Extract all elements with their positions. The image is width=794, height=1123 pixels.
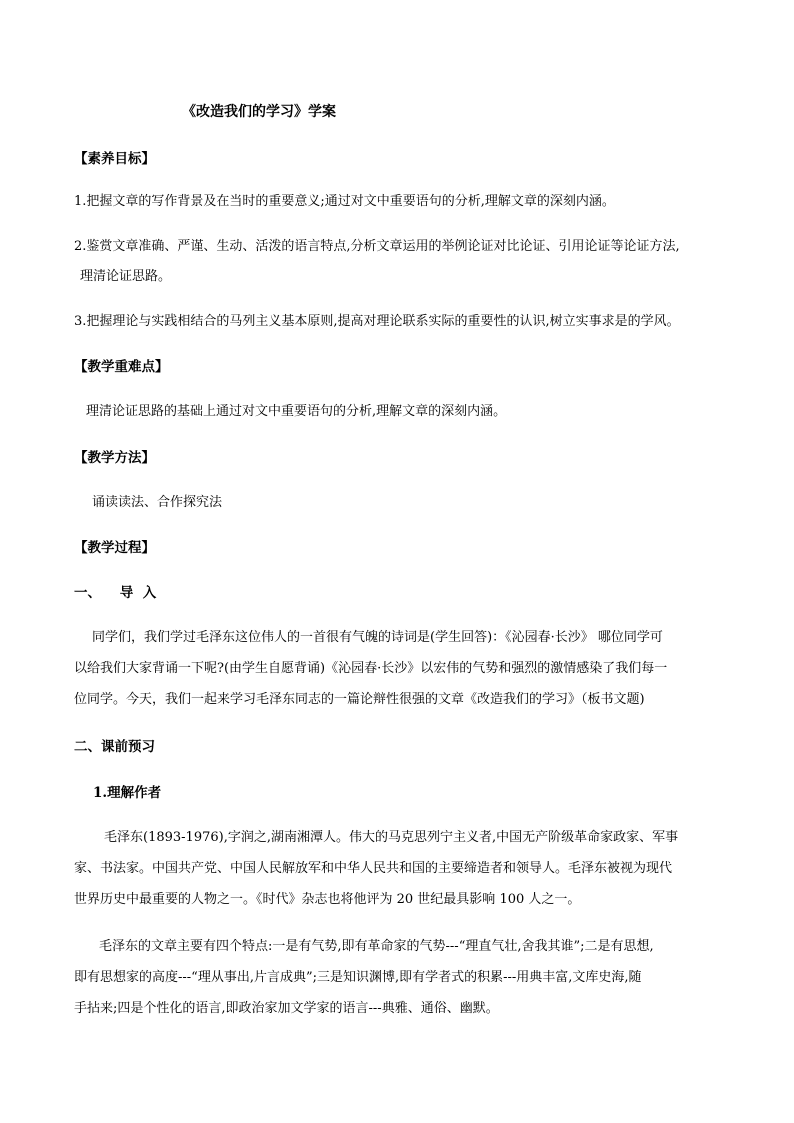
goal-item-3: 3.把握理论与实践相结合的马列主义基本原则,提高对理论联系实际的重要性的认识,树立实事求是的学风。 bbox=[74, 314, 680, 329]
process-heading: 【教学过程】 bbox=[74, 540, 155, 556]
methods-text: 诵读读法、合作探究法 bbox=[92, 495, 223, 510]
author-line-2: 家、书法家。中国共产党、中国人民解放军和中华人民共和国的主要缔造者和领导人。毛泽东被视为现代 bbox=[74, 861, 673, 876]
methods-heading: 【教学方法】 bbox=[74, 450, 155, 466]
key-points-heading: 【教学重难点】 bbox=[74, 359, 169, 375]
style-line-1: 毛泽东的文章主要有四个特点:一是有气势,即有革命家的气势---“理直气壮,舍我其谁”;二是有思想, bbox=[99, 939, 654, 954]
document-title: 《改造我们的学习》学案 bbox=[182, 104, 336, 120]
goal-item-2-cont: 理清论证思路。 bbox=[80, 269, 172, 284]
style-line-2: 即有思想家的高度---“理从事出,片言成典”;三是知识渊博,即有学者式的积累---用典丰富,文库史海,随 bbox=[74, 970, 642, 985]
key-points-text: 理清论证思路的基础上通过对文中重要语句的分析,理解文章的深刻内涵。 bbox=[86, 404, 507, 419]
intro-line-2: 以给我们大家背诵一下呢?(由学生自愿背诵)《沁园春·长沙》以宏伟的气势和强烈的激情感染了我们每一 bbox=[74, 661, 668, 676]
intro-heading: 一、 导 入 bbox=[74, 585, 157, 601]
style-line-3: 手拈来;四是个性化的语言,即政治家加文学家的语言---典雅、通俗、幽默。 bbox=[74, 1001, 499, 1016]
author-line-3: 世界历史中最重要的人物之一。《时代》杂志也将他评为 20 世纪最具影响 100 人之一。 bbox=[74, 892, 581, 907]
goal-item-1: 1.把握文章的写作背景及在当时的重要意义;通过对文中重要语句的分析,理解文章的深刻内涵。 bbox=[74, 194, 615, 209]
goal-item-2: 2.鉴赏文章准确、严谨、生动、活泼的语言特点,分析文章运用的举例论证对比论证、引用论证等论证方法, bbox=[74, 239, 680, 254]
intro-line-1: 同学们，我们学过毛泽东这位伟人的一首很有气魄的诗词是(学生回答)：《沁园春·长沙》 哪位同学可 bbox=[92, 630, 663, 645]
author-heading: 1.理解作者 bbox=[93, 785, 162, 801]
preview-heading: 二、课前预习 bbox=[74, 739, 155, 755]
author-line-1: 毛泽东(1893-1976),字润之,湖南湘潭人。伟大的马克思列宁主义者,中国无产阶级革命家政家、军事 bbox=[104, 830, 679, 845]
goals-heading: 【素养目标】 bbox=[74, 151, 155, 167]
intro-line-3: 位同学。今天，我们一起来学习毛泽东同志的一篇论辩性很强的文章《改造我们的学习》（板书文题) bbox=[74, 692, 645, 707]
